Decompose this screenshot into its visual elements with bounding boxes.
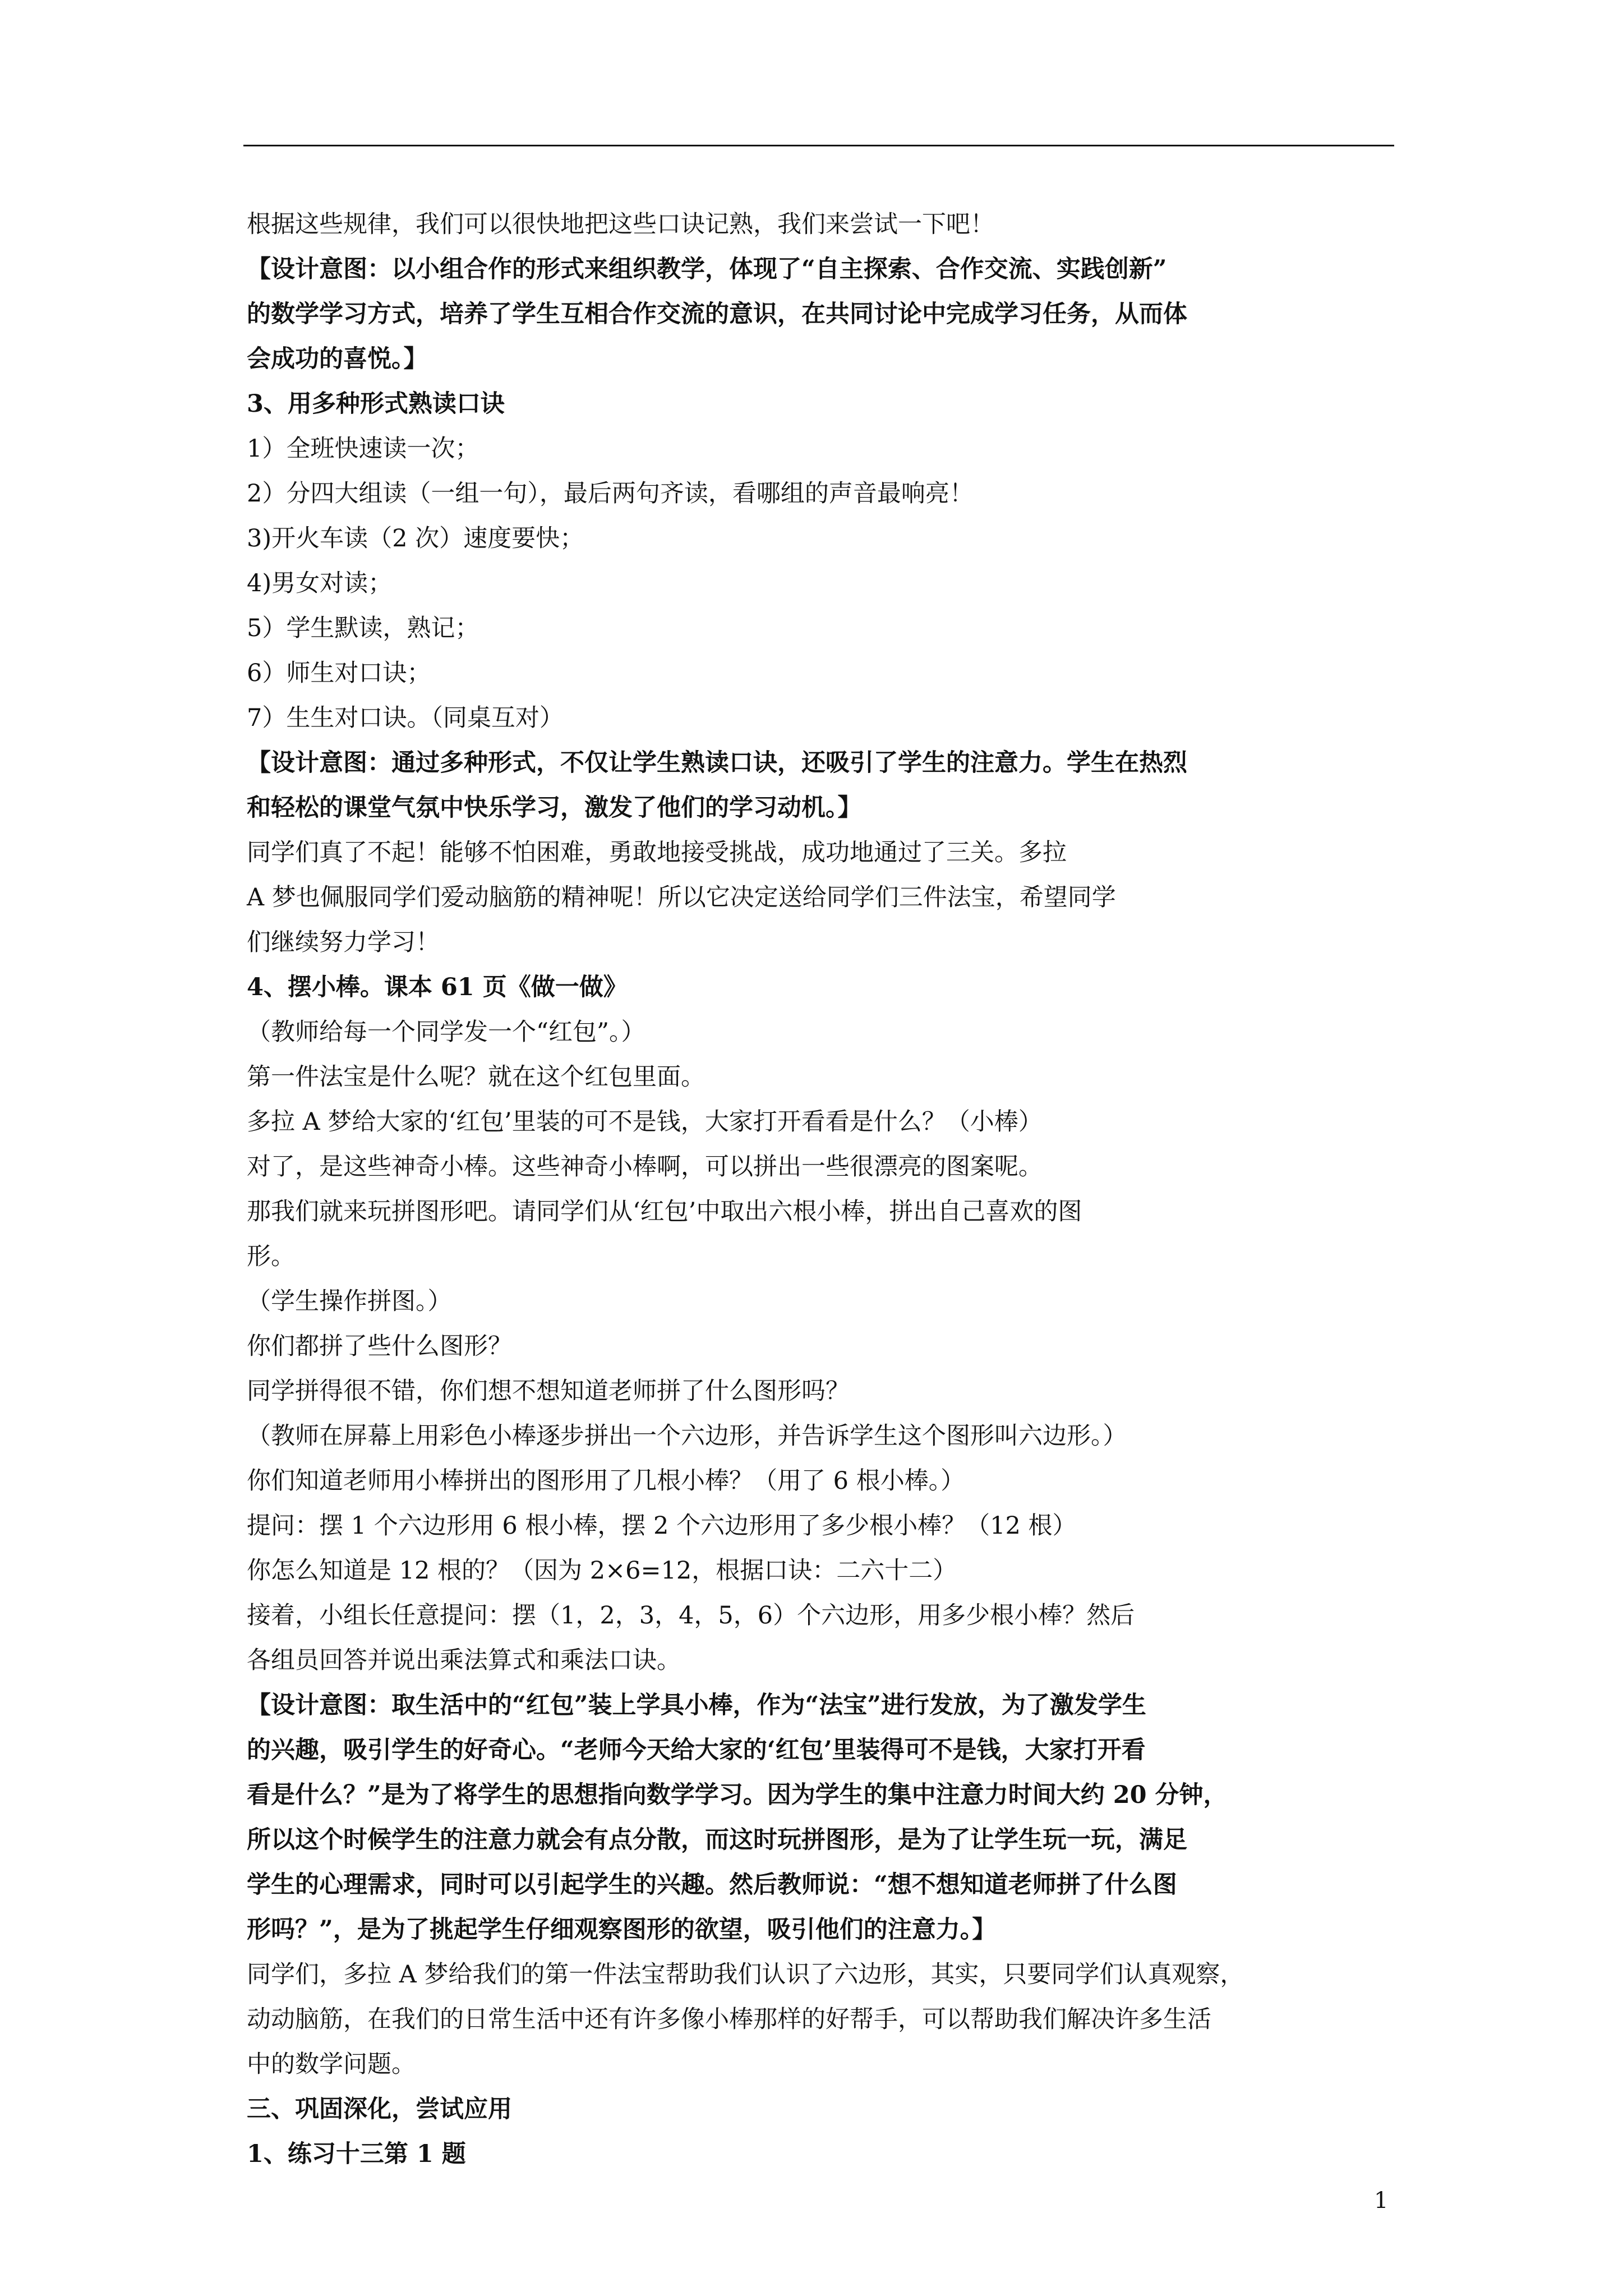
paragraph-line: 提问：摆 1 个六边形用 6 根小棒，摆 2 个六边形用了多少根小棒？（12 根） [247,1512,1077,1540]
paragraph-line: A 梦也佩服同学们爱动脑筋的精神呢！所以它决定送给同学们三件法宝，希望同学 [247,884,1116,912]
paragraph-line: 第一件法宝是什么呢？就在这个红包里面。 [247,1063,705,1091]
paragraph-line: 7）生生对口诀。（同桌互对） [247,704,564,732]
paragraph-line: 5）学生默读，熟记； [247,614,479,642]
bold-paragraph-line: 【设计意图：通过多种形式，不仅让学生熟读口诀，还吸引了学生的注意力。学生在热烈 [247,749,1187,777]
bold-paragraph-line: 【设计意图：以小组合作的形式来组织教学，体现了“自主探索、合作交流、实践创新” [247,255,1167,283]
paragraph-line: 同学拼得很不错，你们想不想知道老师拼了什么图形吗？ [247,1377,850,1405]
bold-paragraph-line: 3、用多种形式熟读口诀 [247,390,505,418]
paragraph-line: （教师给每一个同学发一个“红包”。） [247,1018,645,1046]
paragraph-line: 6）师生对口诀； [247,659,431,687]
paragraph-line: 1）全班快速读一次； [247,435,479,463]
bold-paragraph-line: 的兴趣，吸引学生的好奇心。“老师今天给大家的‘红包’里装得可不是钱，大家打开看 [247,1736,1146,1764]
paragraph-line: 动动脑筋，在我们的日常生活中还有许多像小棒那样的好帮手，可以帮助我们解决许多生活 [247,2005,1211,2033]
bold-paragraph-line: 三、巩固深化，尝试应用 [247,2095,512,2123]
paragraph-line: 根据这些规律，我们可以很快地把这些口诀记熟，我们来尝试一下吧！ [247,210,994,238]
document-body [247,202,1391,2177]
paragraph-line: 2）分四大组读（一组一句），最后两句齐读，看哪组的声音最响亮！ [247,480,974,508]
bold-paragraph-line: 所以这个时候学生的注意力就会有点分散，而这时玩拼图形，是为了让学生玩一玩，满足 [247,1826,1187,1854]
bold-paragraph-line: 学生的心理需求，同时可以引起学生的兴趣。然后教师说：“想不想知道老师拼了什么图 [247,1871,1177,1899]
paragraph-line: （教师在屏幕上用彩色小棒逐步拼出一个六边形，并告诉学生这个图形叫六边形。） [247,1422,1127,1450]
paragraph-line: （学生操作拼图。） [247,1287,452,1315]
page-number: 1 [1374,2188,1389,2214]
paragraph-line: 接着，小组长任意提问：摆（1，2，3，4，5，6）个六边形，用多少根小棒？然后 [247,1602,1135,1630]
paragraph-line: 你们都拼了些什么图形？ [247,1332,512,1360]
bold-paragraph-line: 会成功的喜悦。】 [247,345,428,373]
bold-paragraph-line: 4、摆小棒。课本 61 页《做一做》 [247,973,628,1001]
bold-paragraph-line: 的数学学习方式，培养了学生互相合作交流的意识，在共同讨论中完成学习任务，从而体 [247,300,1187,328]
paragraph-line: 3)开火车读（2 次）速度要快； [247,524,584,553]
paragraph-line: 那我们就来玩拼图形吧。请同学们从‘红包’中取出六根小棒，拼出自己喜欢的图 [247,1198,1082,1226]
bold-paragraph-line: 形吗？”，是为了挑起学生仔细观察图形的欲望，吸引他们的注意力。】 [247,1916,997,1944]
paragraph-line: 各组员回答并说出乘法算式和乘法口诀。 [247,1646,681,1674]
paragraph-line: 同学们，多拉 A 梦给我们的第一件法宝帮助我们认识了六边形，其实，只要同学们认真观察， [247,1961,1244,1989]
paragraph-line: 们继续努力学习！ [247,928,440,956]
paragraph-line: 4)男女对读； [247,569,393,597]
paragraph-line: 对了，是这些神奇小棒。这些神奇小棒啊，可以拼出一些很漂亮的图案呢。 [247,1153,1043,1181]
paragraph-line: 形。 [247,1243,295,1271]
paragraph-line: 你们知道老师用小棒拼出的图形用了几根小棒？（用了 6 根小棒。） [247,1467,965,1495]
bold-paragraph-line: 看是什么？”是为了将学生的思想指向数学学习。因为学生的集中注意力时间大约 20 分钟， [247,1781,1228,1809]
header-rule [243,145,1394,146]
paragraph-line: 中的数学问题。 [247,2050,416,2078]
paragraph-line: 多拉 A 梦给大家的‘红包’里装的可不是钱，大家打开看看是什么？（小棒） [247,1108,1043,1136]
bold-paragraph-line: 【设计意图：取生活中的“红包”装上学具小棒，作为“法宝”进行发放，为了激发学生 [247,1691,1146,1719]
bold-paragraph-line: 和轻松的课堂气氛中快乐学习，激发了他们的学习动机。】 [247,794,862,822]
bold-paragraph-line: 1、练习十三第 1 题 [247,2140,466,2168]
paragraph-line: 你怎么知道是 12 根的？（因为 2×6=12，根据口诀：二六十二） [247,1557,957,1585]
paragraph-line: 同学们真了不起！能够不怕困难，勇敢地接受挑战，成功地通过了三关。多拉 [247,839,1067,867]
